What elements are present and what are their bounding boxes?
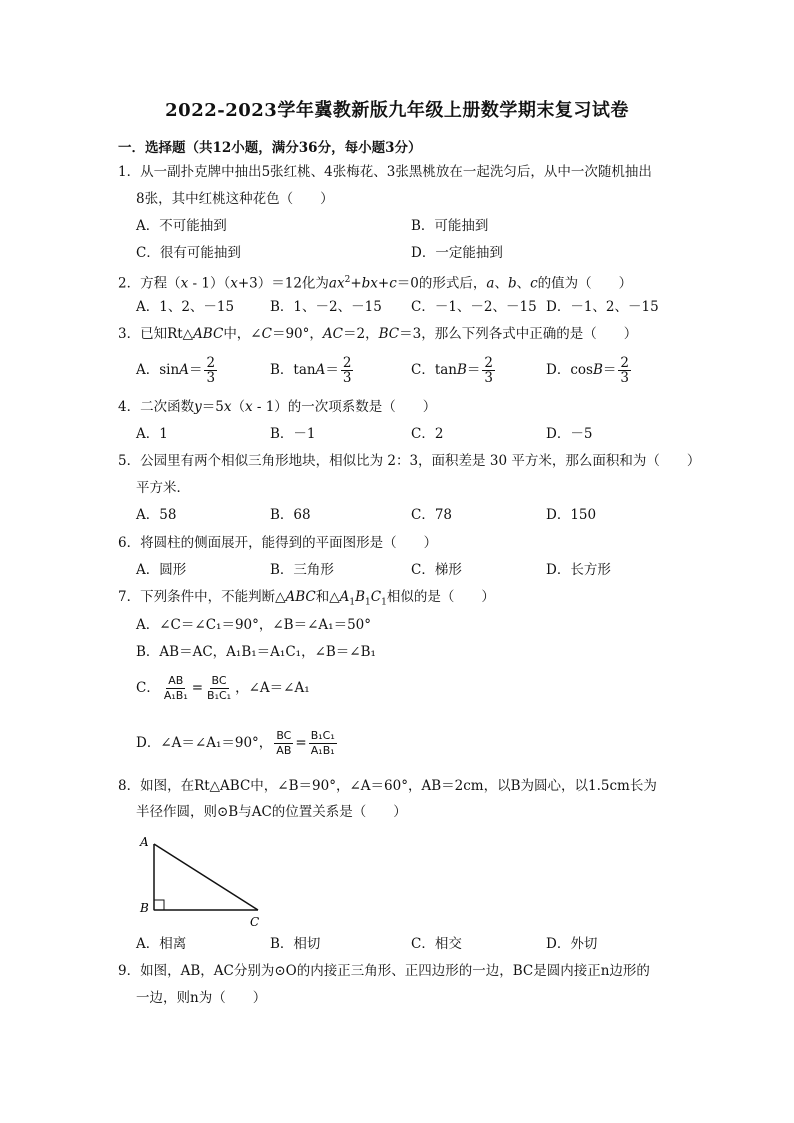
q2-stem: 2．方程（x - 1）（x+3）＝12化为$ax^2+bx+c=0$的形式后，a、b、c的值为（ ） <box>118 275 633 292</box>
q7-option-b: B．AB＝AC，A₁B₁＝A₁C₁，∠B＝∠B₁ <box>136 644 376 660</box>
q6-option-b: B．三角形 <box>270 562 334 578</box>
q8-option-d: D．外切 <box>546 936 598 952</box>
q4-option-a: A．1 <box>136 426 168 442</box>
q9-stem-line2: 一边，则n为（ ） <box>136 990 267 1006</box>
q8-stem-line1: 8．如图，在Rt△ABC中，∠B＝90°，∠A＝60°，AB＝2cm，以B为圆心，以1.5cm长为 <box>118 778 657 794</box>
triangle-figure <box>136 832 266 930</box>
q4-stem: 4．二次函数y＝5x（x - 1）的一次项系数是（ ） <box>118 399 437 415</box>
side-ac <box>154 844 258 910</box>
q8-option-b: B．相切 <box>270 936 321 952</box>
q5-option-b: B．68 <box>270 507 311 523</box>
q1-stem-line1: 1．从一副扑克牌中抽出5张红桃、4张梅花、3张黑桃放在一起洗匀后，从中一次随机抽出 <box>118 164 652 180</box>
q1-option-a: A．不可能抽到 <box>136 218 227 234</box>
q3-stem: 3．已知Rt△ABC中，∠C＝90°，AC＝2，BC＝3，那么下列各式中正确的是（ ） <box>118 326 638 342</box>
q5-option-c: C．78 <box>411 507 453 523</box>
q2-option-d: D．－1、2、－15 <box>546 299 659 315</box>
q9-stem-line1: 9．如图，AB，AC分别为⊙O的内接正三角形、正四边形的一边，BC是圆内接正n边形的 <box>118 963 650 979</box>
q8-stem-line2: 半径作圆，则⊙B与AC的位置关系是（ ） <box>136 804 407 820</box>
q4-option-b: B．－1 <box>270 426 316 442</box>
q7-option-c: C． $\frac{AB}{\text{A₁B₁}}$ = $\frac{BC}{\text{B₁C₁}}$ ，∠A＝∠A₁ <box>136 674 310 702</box>
q1-option-d: D．一定能抽到 <box>411 245 503 261</box>
right-angle-mark <box>154 900 164 910</box>
q6-option-a: A．圆形 <box>136 562 187 578</box>
q5-stem-line1: 5．公园里有两个相似三角形地块，相似比为 2：3，面积差是 30 平方米，那么面积和为（ ） <box>118 453 701 469</box>
q6-option-d: D．长方形 <box>546 562 611 578</box>
q5-option-d: D．150 <box>546 507 597 523</box>
q6-option-c: C．梯形 <box>411 562 462 578</box>
q8-option-c: C．相交 <box>411 936 462 952</box>
q7-stem: 7．下列条件中，不能判断△ABC和$\triangle A_1B_1C_1$相似的是（ ） <box>118 589 495 608</box>
q1-stem-line2: 8张，其中红桃这种花色（ ） <box>136 191 334 207</box>
q1-option-b: B．可能抽到 <box>411 218 489 234</box>
q7-option-a: A．∠C＝∠C₁＝90°，∠B＝∠A₁＝50° <box>136 617 372 633</box>
vertex-label-a: A <box>140 835 149 849</box>
q6-stem: 6．将圆柱的侧面展开，能得到的平面图形是（ ） <box>118 535 438 551</box>
q5-stem-line2: 平方米． <box>136 480 190 496</box>
q8-option-a: A．相离 <box>136 936 187 952</box>
q4-option-c: C．2 <box>411 426 444 442</box>
q3-option-c: C．tanB＝ $\frac{2}{3}$ <box>411 355 494 386</box>
q3-option-b: B．tanA＝ $\frac{2}{3}$ <box>270 355 352 386</box>
q7-option-d: D．∠A＝∠A₁＝90°， $\frac{BC}{AB}$ = $\frac{\text{B₁C₁}}{\text{A₁B₁}}$ <box>136 729 335 757</box>
q2-option-c: C．－1、－2、－15 <box>411 299 537 315</box>
vertex-label-c: C <box>250 915 260 929</box>
section-heading: 一．选择题（共12小题，满分36分，每小题3分） <box>118 140 422 156</box>
q3-option-a: A．sinA＝ $\frac{2}{3}$ <box>136 355 216 386</box>
q5-option-a: A．58 <box>136 507 177 523</box>
q3-option-d: D．cosB＝ $\frac{2}{3}$ <box>546 355 629 386</box>
q4-option-d: D．－5 <box>546 426 593 442</box>
q2-option-b: B．1、－2、－15 <box>270 299 382 315</box>
q1-option-c: C．很有可能抽到 <box>136 245 241 261</box>
page-title: 2022-2023学年冀教新版九年级上册数学期末复习试卷 <box>165 100 629 121</box>
q2-option-a: A．1、2、－15 <box>136 299 235 315</box>
vertex-label-b: B <box>140 901 149 915</box>
